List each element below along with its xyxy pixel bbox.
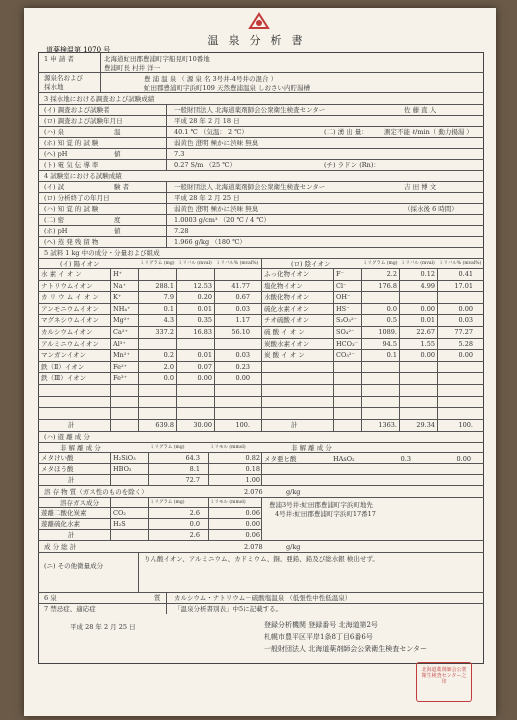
cation-name: アルミニウムイオン [41,339,99,348]
cation-name: カ リ ウ ム イ オ ン [41,293,99,302]
sampling-site: 虻田郡豊浦町字浜町109 天然豊浦温泉 しおさい内貯湯槽 [144,84,311,92]
gas-mg: 2.6 [189,508,200,517]
rule-h [38,442,484,443]
rule-v [138,552,139,592]
rule-h [38,529,261,530]
rule-h [38,170,484,171]
cation-formula: Na⁺ [113,281,126,290]
cation-name: 鉄（Ⅲ）イオン [41,374,87,383]
s4-row-value: 7.28 [174,227,189,235]
dissolved-unit: g/kg [286,487,301,496]
s3-row-key2: 温 [114,128,121,136]
anion-name: 炭 酸 イ オ ン [264,351,305,360]
s3-row-key: (イ) 調査および試験者 [44,106,110,114]
s4-row-value: 1.0003 g/cm³ （20 ℃ / 4 ℃） [174,216,271,224]
cation-value: 41.77 [231,281,250,290]
rule-h [38,485,484,486]
rule-h [38,104,484,105]
s3-row-key3: (二) 湧 出 量： [324,128,368,136]
cation-name: マグネシウムイオン [41,316,100,325]
rule-h [38,181,484,182]
s4-row-value: 1.966 g/kg （180 ℃） [174,238,246,246]
anion-formula: S₂O₃²⁻ [336,316,358,325]
anion-name: ふっ化物イオン [264,270,310,278]
gas-formula: H₂S [113,519,126,528]
cation-total: 639.8 [155,420,174,429]
s3-row-key: (ト) 電 気 伝 導 率 [44,161,99,169]
cation-formula: Mg²⁺ [113,316,130,325]
rule-v [261,258,262,431]
anion-name: チオ硫酸イオン [264,316,310,325]
section3-title: 3 採水地における調査および試験成績 [44,95,155,103]
anion-name: 炭酸水素イオン [264,339,310,348]
nonion-formula: H₂SiO₃ [113,453,136,462]
dissolved-label: 溶 存 物 質（ガス性のものを除く） [44,487,148,496]
rule-h [38,603,484,604]
cation-formula: Ca²⁺ [113,328,128,336]
dissolved-value: 2.076 [244,487,263,496]
indications-label: 7 禁忌症、適応症 [44,604,96,613]
cation-value: 1.17 [235,316,250,325]
rule-h [38,247,484,248]
gas-unit: ミリグラム (mg) [150,499,185,505]
anion-value: 0.03 [458,316,473,325]
s3-row-key: (ホ) 知 覚 的 試 験 [44,139,99,147]
nonion-mg: 64.3 [185,453,200,462]
cation-value: 0.0 [163,374,174,383]
rule-h [38,72,484,73]
gas-formula: CO₂ [113,508,126,517]
anion-value: 22.67 [416,328,435,336]
s4-row-key: (ロ) 分析終了の年月日 [44,194,110,202]
rule-v [166,592,167,614]
rule-v [176,269,177,431]
issuer-line-3: 一般財団法人 北海道薬剤師会公衆衛生検査センター [264,644,427,653]
s3-row-value: 7.3 [174,150,185,158]
rule-h [38,115,484,116]
rule-v [333,269,334,431]
nonion-unit: ミリグラム (mg) [150,444,185,450]
source-name: 豊 浦 温 泉 （ 源 泉 名 3号井-4号井の混合 ） [144,75,278,83]
anion-value: 0.41 [458,270,473,278]
s3-row-value: 0.27 S/m （25 ℃） [174,161,237,169]
cation-total: 30.00 [193,420,212,429]
cation-value: 56.10 [231,328,250,336]
section5-title: 5 試料 1 kg 中の成分・分量および組成 [44,249,160,257]
anion-value: 0.00 [420,304,435,313]
cation-value: 0.03 [235,351,250,360]
rule-h [38,552,484,553]
cation-formula: Fe³⁺ [113,374,128,383]
s4-row-value: 平成 28 年 2 月 25 日 [174,194,240,202]
anion-value: 0.00 [420,351,435,360]
rule-h [38,431,484,432]
doc-number: 道薬検温第 1070 号 [46,46,111,54]
rule-v [208,452,209,485]
section4-title: 4 試験室における試験成績 [44,172,122,180]
rule-h [38,507,261,508]
indications-value: 「温泉分析書別表」中5に記載する。 [174,604,283,613]
anion-name: 硫化水素イオン [264,304,310,313]
anion-formula: SO₄²⁻ [336,328,355,336]
s3-row-value: 弱黄色 澄明 極かに渋味 無臭 [174,139,259,147]
anion-unit: ミリバル% (mval%) [439,261,482,266]
anion-formula: CO₃²⁻ [336,351,355,360]
issue-date: 平成 28 年 2 月 25 日 [70,622,136,631]
cation-value: 0.00 [235,374,250,383]
nonion-mg: 8.1 [189,464,200,473]
spring-quality-value: カルシウム・ナトリウム－硫酸塩温泉 （低張性中性低温泉） [174,593,352,602]
anion-name: 水酸化物イオン [264,293,310,302]
rule-h [38,540,484,541]
cation-formula: Mn²⁺ [113,351,130,360]
cation-value: 0.35 [197,316,212,325]
cation-unit: ミリバル (mval) [178,261,212,266]
rule-v [110,269,111,431]
rule-h [38,518,261,519]
nonion-title-2: 非 解 離 成 分 [291,443,332,452]
source-label-2: 採水地 [44,83,64,91]
s4-row-key2: 験 者 [114,183,130,191]
cation-formula: K⁺ [113,293,122,302]
cation-formula: NH₄⁺ [113,304,131,313]
gas-total-mg: 2.6 [189,530,200,539]
anion-value: 94.5 [382,339,397,348]
cation-name: カルシウムイオン [41,328,93,336]
s4-row-value2: （採水後 6 時間） [404,205,458,213]
anion-name: 塩化物イオン [264,281,303,290]
gas-total-label: 計 [68,530,75,539]
rule-h [38,159,484,160]
anion-value: 4.99 [420,281,435,290]
s4-row-key2: 度 [114,216,121,224]
rule-h [38,203,484,204]
s3-row-key: (ハ) 泉 [44,128,65,136]
s4-row-value: 弱黄色 澄明 極かに渋味 無臭 [174,205,259,213]
anion-value: 0.0 [386,304,397,313]
rule-v [148,497,149,540]
cation-unit: ミリグラム (mg) [140,261,175,266]
nonion-unit: ミリモル (mmol) [210,444,246,450]
nonion-mmol: 0.82 [245,453,260,462]
rule-h [38,592,484,593]
rule-h [38,225,484,226]
rule-h [38,214,484,215]
s3-row-key: (ヘ) pH [44,150,68,158]
anion-total: 100. [458,420,473,429]
nonion-name: メタけい酸 [41,453,74,462]
cation-value: 16.83 [193,328,212,336]
rule-v [100,52,101,92]
doc-title: 温泉分析書 [207,34,313,47]
rule-v [138,269,139,431]
rule-v [148,452,149,485]
applicant-label: 1 申 請 者 [44,55,74,63]
anion-value: 1.55 [420,339,435,348]
cation-value: 4.3 [163,316,174,325]
cation-title: (イ) 陽イオン [60,260,100,268]
spring-quality-key: 質 [154,593,161,602]
nonion-total-mg: 72.7 [185,475,200,484]
anion-value: 5.28 [458,339,473,348]
gas-name: 遊離硫化水素 [41,519,80,528]
rule-v [214,269,215,431]
rule-v [361,269,362,431]
anion-total: 29.34 [416,420,435,429]
cation-value: 0.00 [197,374,212,383]
cation-value: 0.2 [163,351,174,360]
anion-value: 2.2 [386,270,397,278]
nonion2-formula: HAsO₂ [333,454,355,463]
rule-v [437,269,438,431]
cation-name: 水 素 イ オ ン [41,270,82,278]
undissociated-title: (ハ) 遊 離 成 分 [44,432,90,441]
cation-value: 0.20 [197,293,212,302]
cation-name: アンモニウムイオン [41,304,99,313]
s4-row-value: 一般財団法人 北海道薬剤師会公衆衛生検査センター [174,183,326,191]
s3-row-value: 平成 28 年 2 月 18 日 [174,117,240,125]
rule-v [166,104,167,170]
gas-mg: 0.0 [189,519,200,528]
nonion-total-mmol: 1.00 [245,475,260,484]
anion-name: 硫 酸 イ オ ン [264,328,305,336]
total-unit: g/kg [286,542,301,551]
nonion2-name: メタ亜ヒ酸 [264,454,297,463]
s4-row-key: (ヘ) 蒸 発 残 留 物 [44,238,99,246]
issuer-seal [416,662,472,702]
anion-value: 0.00 [458,304,473,313]
s4-row-key: (イ) 試 [44,183,65,191]
anion-value: 176.8 [378,281,397,290]
note-1: 豊浦3号井:虻田郡豊浦町字浜町地先 [269,500,373,509]
gas-name: 遊離二酸化炭素 [41,508,87,517]
s3-row-value: 一般財団法人 北海道薬剤師会公衆衛生検査センター [174,106,326,114]
rule-v [166,181,167,247]
s4-row-key: (ホ) pH [44,227,68,235]
cation-value: 0.03 [235,304,250,313]
gas-title: 溶存ガス成分 [60,498,99,507]
cation-value: 0.23 [235,362,250,371]
cation-name: ナトリウムイオン [41,281,93,290]
nonion2-mg: 0.3 [400,454,411,463]
anion-total-label: 計 [291,420,298,429]
cation-unit: ミリバル% (mval%) [216,261,259,266]
s3-row-value: 40.1 ℃ （気温： 2 ℃） [174,128,248,136]
rule-v [261,452,262,485]
cation-value: 0.01 [197,351,212,360]
rule-h [38,148,484,149]
rule-h [38,126,484,127]
rule-h [38,137,484,138]
cation-value: 0.07 [197,362,212,371]
rule-h [38,236,484,237]
note-2: 4号井:虻田郡豊浦町字浜町17番17 [275,509,376,518]
anion-formula: OH⁻ [336,293,351,302]
anion-value: 1089. [378,328,397,336]
cation-value: 12.53 [193,281,212,290]
anion-value: 0.01 [420,316,435,325]
cation-name: 鉄（Ⅱ）イオン [41,362,85,371]
anion-total: 1363. [378,420,397,429]
applicant-address: 北海道虻田郡豊浦町字船見町10番地 [104,55,210,63]
anion-value: 0.5 [386,316,397,325]
total-value: 2.078 [244,542,263,551]
cation-total-label: 計 [68,420,75,429]
anion-value: 0.00 [458,351,473,360]
s4-row-key: (ハ) 知 覚 的 試 験 [44,205,99,213]
anion-value: 0.1 [386,351,397,360]
anion-value: 0.12 [420,270,435,278]
nonion2-mmol: 0.00 [456,454,471,463]
applicant-name: 豊浦町長 村井 洋一 [104,64,161,72]
cation-value: 0.67 [235,293,250,302]
cation-formula: Al³⁺ [113,339,126,348]
anion-formula: F⁻ [336,270,344,278]
issuer-line-1: 登録分析機関 登録番号 北海道第2号 [264,620,378,629]
s3-row-value2: 佐 藤 直 人 [404,106,437,114]
issuer-line-2: 札幌市豊平区平岸1条8丁目6番6号 [264,632,373,641]
s3-row-key3: (チ) ラドン (Rn)： [324,161,380,169]
cation-total: 100. [235,420,250,429]
s3-row-key2: 値 [114,150,121,158]
nonion-formula: HBO₂ [113,464,132,473]
s4-row-value2: 吉 田 博 文 [404,183,437,191]
s3-row-key: (ロ) 調査および試験年月日 [44,117,123,125]
anion-unit: ミリグラム (mg) [363,261,398,266]
anion-formula: HS⁻ [336,304,350,313]
rule-h [38,92,484,93]
cation-value: 288.1 [155,281,174,290]
analysis-sheet [24,8,496,716]
anion-value: 17.01 [454,281,473,290]
nonion-name: メタほう酸 [41,464,74,473]
anion-formula: Cl⁻ [336,281,347,290]
s4-row-key2: 値 [114,227,121,235]
nonion-total-label: 計 [68,475,75,484]
rule-v [208,497,209,540]
minor-title: (ニ) その他微量成分 [44,561,104,570]
rule-h [38,192,484,193]
nonion-title: 非 解 離 成 分 [60,443,101,452]
gas-mmol: 0.06 [245,508,260,517]
spring-quality-label: 6 泉 [44,593,57,602]
rule-v [110,452,111,485]
gas-unit: ミリモル (mmol) [210,499,246,505]
cation-name: マンガンイオン [41,351,86,360]
minor-text: りん酸イオン、アルミニウム、カドミウム、銅、亜鉛、鉛及び総水銀 検出せず。 [144,554,379,563]
rule-v [399,269,400,431]
emblem-icon [248,12,270,30]
source-label-1: 源泉名および [44,74,83,82]
cation-value: 0.01 [197,304,212,313]
rule-v [110,497,111,540]
cation-value: 337.2 [155,328,174,336]
s3-row-value3: 測定不能 ℓ/min（ 動力揚湯 ） [384,128,473,136]
anion-unit: ミリバル (mval) [401,261,435,266]
cation-value: 2.0 [163,362,174,371]
anion-formula: HCO₃⁻ [336,339,359,348]
cation-formula: H⁺ [113,270,123,278]
gas-total-mmol: 0.06 [245,530,260,539]
anion-title: (ロ) 陰イオン [291,260,331,268]
rule-v [261,497,262,540]
cation-value: 0.1 [163,304,174,313]
anion-value: 77.27 [454,328,473,336]
gas-mmol: 0.00 [245,519,260,528]
nonion-mmol: 0.18 [245,464,260,473]
total-label: 成 分 総 計 [44,542,77,551]
s4-row-key: (二) 密 [44,216,65,224]
cation-value: 7.9 [163,293,174,302]
seal-text: 北海道薬剤師会公衆衛生検査センター之印 [421,667,467,685]
cation-formula: Fe²⁺ [113,362,128,371]
